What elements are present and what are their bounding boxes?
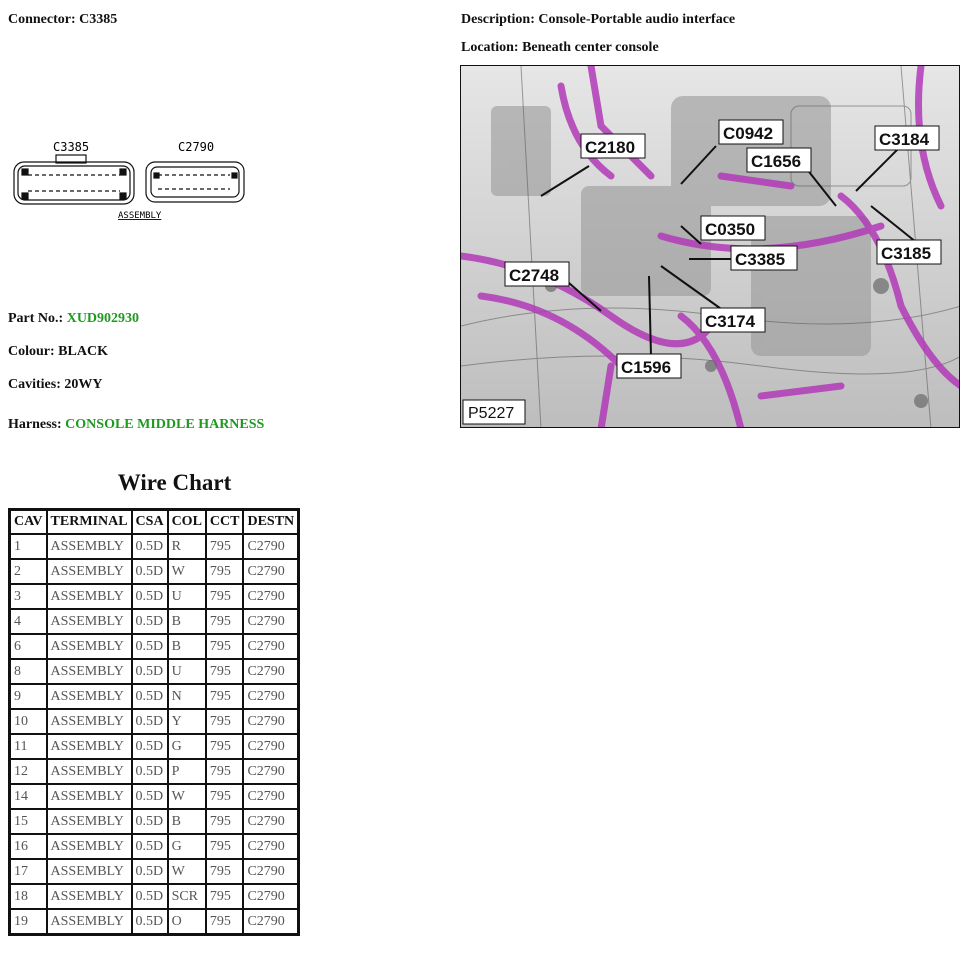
cell-destn: C2790 xyxy=(243,534,298,559)
part-no-line xyxy=(8,311,139,327)
table-row xyxy=(10,784,299,809)
cell-destn: C2790 xyxy=(243,659,298,684)
cell-csa: 0.5D xyxy=(132,809,168,834)
cell-cav: 6 xyxy=(10,634,47,659)
header-destn: DESTN xyxy=(243,510,298,535)
cell-terminal: ASSEMBLY xyxy=(47,809,132,834)
table-row xyxy=(10,884,299,909)
connector-diagram xyxy=(8,135,253,230)
connector-value: C3385 xyxy=(79,12,118,27)
description-label: Description: xyxy=(461,12,535,27)
cell-col: W xyxy=(168,859,206,884)
cell-terminal: ASSEMBLY xyxy=(47,734,132,759)
cell-destn: C2790 xyxy=(243,909,298,935)
cell-cav: 11 xyxy=(10,734,47,759)
callout-c1596: C1596 xyxy=(621,358,672,377)
cell-destn: C2790 xyxy=(243,734,298,759)
harness-line xyxy=(8,417,264,433)
table-row xyxy=(10,909,299,935)
cell-cav: 2 xyxy=(10,559,47,584)
part-no-link[interactable]: XUD902930 xyxy=(66,311,140,326)
cell-csa: 0.5D xyxy=(132,584,168,609)
location-line xyxy=(461,40,659,56)
connector-line xyxy=(8,12,117,28)
cell-csa: 0.5D xyxy=(132,609,168,634)
plate-id: P5227 xyxy=(468,405,515,422)
wire-chart-table xyxy=(8,508,300,936)
cell-destn: C2790 xyxy=(243,834,298,859)
cell-col: N xyxy=(168,684,206,709)
table-row xyxy=(10,659,299,684)
part-no-label: Part No.: xyxy=(8,311,64,326)
cell-cct: 795 xyxy=(206,609,244,634)
connector-b-shape xyxy=(146,162,244,202)
cell-csa: 0.5D xyxy=(132,709,168,734)
cell-col: W xyxy=(168,784,206,809)
table-row xyxy=(10,734,299,759)
connector-a-shape xyxy=(14,155,134,204)
cell-csa: 0.5D xyxy=(132,759,168,784)
cell-destn: C2790 xyxy=(243,859,298,884)
cell-cct: 795 xyxy=(206,559,244,584)
cell-col: U xyxy=(168,584,206,609)
cell-cav: 14 xyxy=(10,784,47,809)
cell-terminal: ASSEMBLY xyxy=(47,684,132,709)
cell-cct: 795 xyxy=(206,584,244,609)
table-row xyxy=(10,859,299,884)
cell-destn: C2790 xyxy=(243,784,298,809)
cell-destn: C2790 xyxy=(243,709,298,734)
cell-terminal: ASSEMBLY xyxy=(47,784,132,809)
cell-csa: 0.5D xyxy=(132,834,168,859)
cell-destn: C2790 xyxy=(243,684,298,709)
header-csa: CSA xyxy=(132,510,168,535)
cell-col: B xyxy=(168,609,206,634)
cell-terminal: ASSEMBLY xyxy=(47,659,132,684)
cell-cct: 795 xyxy=(206,659,244,684)
location-photo xyxy=(460,65,960,428)
cell-col: B xyxy=(168,809,206,834)
cell-col: G xyxy=(168,734,206,759)
header-cct: CCT xyxy=(206,510,244,535)
cell-col: G xyxy=(168,834,206,859)
connector-a-label: C3385 xyxy=(53,140,90,154)
cell-cct: 795 xyxy=(206,709,244,734)
cell-csa: 0.5D xyxy=(132,884,168,909)
cell-terminal: ASSEMBLY xyxy=(47,584,132,609)
cell-csa: 0.5D xyxy=(132,909,168,935)
wire-chart-title: Wire Chart xyxy=(117,470,232,495)
cell-csa: 0.5D xyxy=(132,734,168,759)
cell-col: O xyxy=(168,909,206,935)
cell-cav: 18 xyxy=(10,884,47,909)
table-row xyxy=(10,559,299,584)
cell-cav: 10 xyxy=(10,709,47,734)
cell-terminal: ASSEMBLY xyxy=(47,559,132,584)
assembly-caption: ASSEMBLY xyxy=(118,211,162,221)
cell-cav: 1 xyxy=(10,534,47,559)
cell-col: W xyxy=(168,559,206,584)
cell-cct: 795 xyxy=(206,534,244,559)
table-row xyxy=(10,634,299,659)
cell-cct: 795 xyxy=(206,684,244,709)
cell-terminal: ASSEMBLY xyxy=(47,884,132,909)
cell-cav: 4 xyxy=(10,609,47,634)
header-terminal: TERMINAL xyxy=(47,510,132,535)
table-row xyxy=(10,809,299,834)
cell-cct: 795 xyxy=(206,809,244,834)
cell-terminal: ASSEMBLY xyxy=(47,534,132,559)
description-line xyxy=(461,12,735,28)
cell-terminal: ASSEMBLY xyxy=(47,909,132,935)
cell-col: P xyxy=(168,759,206,784)
cell-col: B xyxy=(168,634,206,659)
header-col: COL xyxy=(168,510,206,535)
wire-chart-body xyxy=(10,534,299,935)
cell-cav: 17 xyxy=(10,859,47,884)
cell-cct: 795 xyxy=(206,634,244,659)
cell-cav: 16 xyxy=(10,834,47,859)
colour-value: BLACK xyxy=(58,344,108,359)
callout-c3174: C3174 xyxy=(705,312,756,331)
cell-csa: 0.5D xyxy=(132,634,168,659)
cell-col: U xyxy=(168,659,206,684)
callout-c0350: C0350 xyxy=(705,220,756,239)
cell-destn: C2790 xyxy=(243,584,298,609)
cell-destn: C2790 xyxy=(243,634,298,659)
connector-label: Connector: xyxy=(8,12,76,27)
colour-label: Colour: xyxy=(8,344,55,359)
harness-link[interactable]: CONSOLE MIDDLE HARNESS xyxy=(65,417,265,432)
cell-cct: 795 xyxy=(206,884,244,909)
cell-terminal: ASSEMBLY xyxy=(47,859,132,884)
description-value: Console-Portable audio interface xyxy=(538,12,736,27)
table-row xyxy=(10,609,299,634)
cell-terminal: ASSEMBLY xyxy=(47,709,132,734)
table-row xyxy=(10,584,299,609)
callout-c3184: C3184 xyxy=(879,130,930,149)
callout-c3385: C3385 xyxy=(735,250,786,269)
cell-csa: 0.5D xyxy=(132,534,168,559)
cell-csa: 0.5D xyxy=(132,559,168,584)
cell-cct: 795 xyxy=(206,834,244,859)
callout-c1656: C1656 xyxy=(751,152,802,171)
cavities-line xyxy=(8,377,103,393)
cell-destn: C2790 xyxy=(243,809,298,834)
cell-cct: 795 xyxy=(206,734,244,759)
location-illustration xyxy=(461,66,960,428)
table-row xyxy=(10,834,299,859)
callout-c0942: C0942 xyxy=(723,124,774,143)
cell-csa: 0.5D xyxy=(132,684,168,709)
cell-terminal: ASSEMBLY xyxy=(47,609,132,634)
header-cav: CAV xyxy=(10,510,47,535)
cell-cav: 3 xyxy=(10,584,47,609)
callout-c2180: C2180 xyxy=(585,138,636,157)
table-row xyxy=(10,534,299,559)
cell-col: Y xyxy=(168,709,206,734)
cell-destn: C2790 xyxy=(243,884,298,909)
cell-cct: 795 xyxy=(206,784,244,809)
cell-col: SCR xyxy=(168,884,206,909)
cell-destn: C2790 xyxy=(243,609,298,634)
callout-c2748: C2748 xyxy=(509,266,560,285)
cell-destn: C2790 xyxy=(243,559,298,584)
table-row xyxy=(10,759,299,784)
table-row xyxy=(10,684,299,709)
location-label: Location: xyxy=(461,40,519,55)
cell-terminal: ASSEMBLY xyxy=(47,759,132,784)
cell-cct: 795 xyxy=(206,759,244,784)
harness-label: Harness: xyxy=(8,417,62,432)
cell-cav: 12 xyxy=(10,759,47,784)
cell-terminal: ASSEMBLY xyxy=(47,634,132,659)
cell-cct: 795 xyxy=(206,859,244,884)
location-value: Beneath center console xyxy=(522,40,659,55)
cell-csa: 0.5D xyxy=(132,859,168,884)
callout-c3185: C3185 xyxy=(881,244,932,263)
table-row xyxy=(10,709,299,734)
cell-terminal: ASSEMBLY xyxy=(47,834,132,859)
cell-csa: 0.5D xyxy=(132,659,168,684)
cavities-label: Cavities: xyxy=(8,377,61,392)
cell-destn: C2790 xyxy=(243,759,298,784)
table-header-row xyxy=(10,510,299,535)
cell-csa: 0.5D xyxy=(132,784,168,809)
cell-col: R xyxy=(168,534,206,559)
colour-line xyxy=(8,344,108,360)
cavities-value: 20WY xyxy=(64,377,103,392)
cell-cct: 795 xyxy=(206,909,244,935)
cell-cav: 8 xyxy=(10,659,47,684)
connector-b-label: C2790 xyxy=(178,140,215,154)
cell-cav: 15 xyxy=(10,809,47,834)
cell-cav: 19 xyxy=(10,909,47,935)
cell-cav: 9 xyxy=(10,684,47,709)
